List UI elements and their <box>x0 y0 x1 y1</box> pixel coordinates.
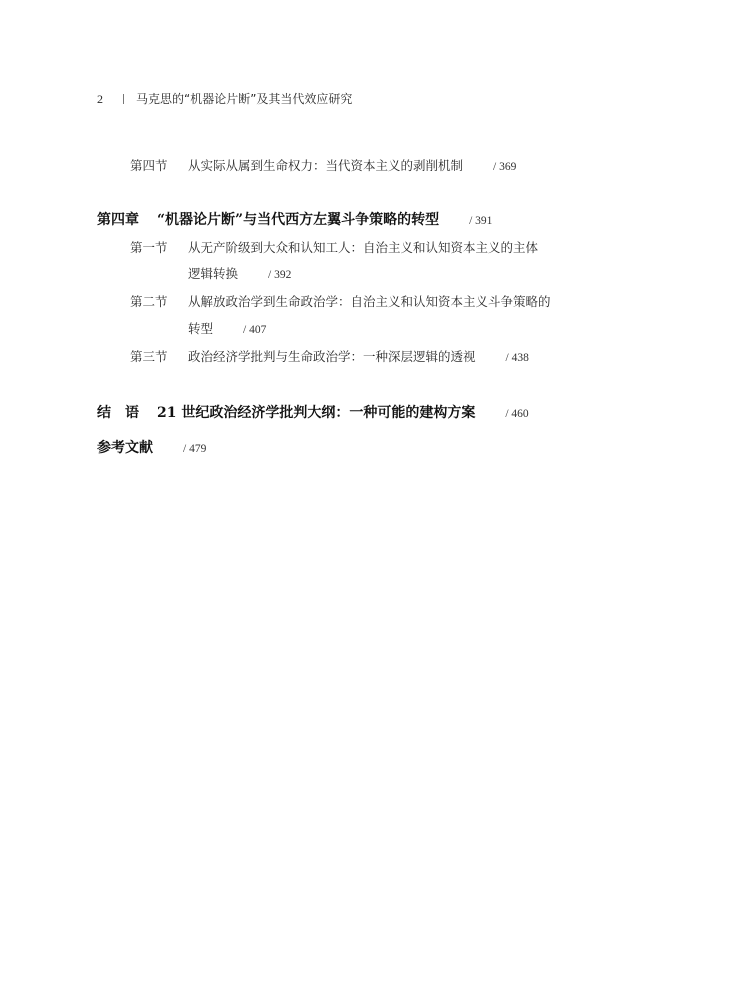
toc-entry-chapter-4[interactable] <box>97 213 492 228</box>
page-reference: / 438 <box>505 352 529 364</box>
page-reference: / 369 <box>493 161 517 173</box>
page-reference: / 407 <box>243 324 267 336</box>
toc-entry-section-4-4[interactable] <box>130 160 516 174</box>
section-title: 政治经济学批判与生命政治学：一种深层逻辑的透视 <box>188 349 476 364</box>
book-title: 马克思的“机器论片断”及其当代效应研究 <box>136 92 353 106</box>
conclusion-label: 结 语 <box>97 405 139 421</box>
section-number: 第四节 <box>130 158 168 173</box>
section-title: 从无产阶级到大众和认知工人：自治主义和认知资本主义的主体 <box>188 240 539 255</box>
toc-entry-section-4-2[interactable] <box>130 296 551 309</box>
toc-entry-section-4-1[interactable] <box>130 242 538 255</box>
conclusion-title: 21 世纪政治经济学批判大纲：一种可能的建构方案 <box>157 405 476 421</box>
running-header <box>97 90 352 107</box>
section-number: 第二节 <box>130 294 168 309</box>
chapter-title: “机器论片断”与当代西方左翼斗争策略的转型 <box>157 212 440 228</box>
page-reference: / 391 <box>469 215 493 227</box>
toc-entry-conclusion[interactable] <box>97 406 529 421</box>
section-title-continued: 逻辑转换 <box>188 266 239 281</box>
toc-entry-section-4-2-continued[interactable] <box>188 323 266 337</box>
page-reference: / 392 <box>268 269 292 281</box>
section-number: 第一节 <box>130 240 168 255</box>
header-divider <box>123 94 124 104</box>
toc-entry-references[interactable] <box>97 441 206 456</box>
chapter-number: 第四章 <box>97 212 139 228</box>
toc-entry-section-4-3[interactable] <box>130 351 529 365</box>
section-title: 从实际从属到生命权力：当代资本主义的剥削机制 <box>188 158 464 173</box>
section-title: 从解放政治学到生命政治学：自治主义和认知资本主义斗争策略的 <box>188 294 551 309</box>
page-reference: / 479 <box>183 443 207 455</box>
section-number: 第三节 <box>130 349 168 364</box>
section-title-continued: 转型 <box>188 321 214 336</box>
references-label: 参考文献 <box>97 440 153 456</box>
page-reference: / 460 <box>505 408 529 420</box>
page-number: 2 <box>97 92 103 106</box>
toc-entry-section-4-1-continued[interactable] <box>188 268 291 282</box>
